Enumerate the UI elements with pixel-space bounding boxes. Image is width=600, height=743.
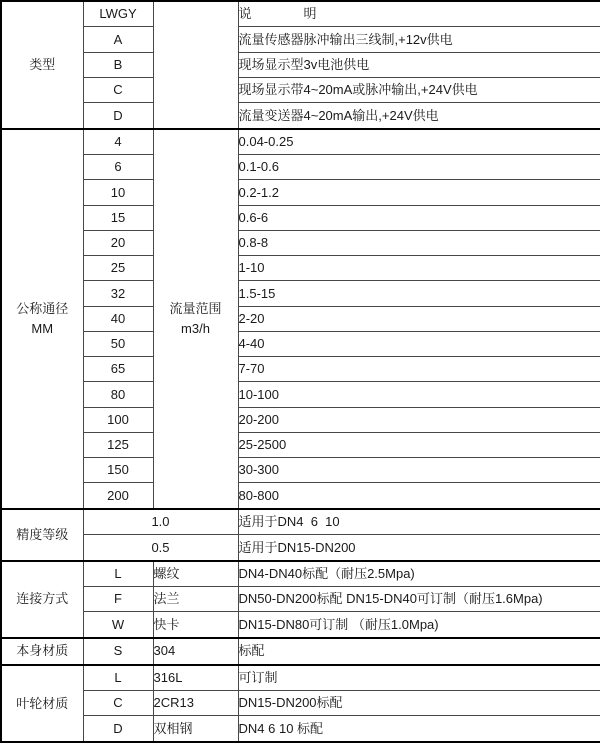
body-material-name: 304 <box>153 638 238 665</box>
table-row <box>1 256 600 281</box>
table-row <box>1 407 600 432</box>
accuracy-value: 0.5 <box>83 535 238 561</box>
flow-range-value: 1.5-15 <box>238 281 600 306</box>
type-section-spacer-cell <box>153 1 238 129</box>
section-label-diameter <box>1 129 83 509</box>
dn-value: 25 <box>83 256 153 281</box>
flow-range-value: 10-100 <box>238 382 600 407</box>
flow-range-value: 1-10 <box>238 256 600 281</box>
flow-range-label <box>153 129 238 509</box>
dn-value: 50 <box>83 331 153 356</box>
connection-name: 螺纹 <box>153 561 238 587</box>
impeller-material-code: D <box>83 716 153 742</box>
body-material-desc: 标配 <box>238 638 600 665</box>
description-header: 说 明 <box>238 1 600 27</box>
dn-value: 80 <box>83 382 153 407</box>
impeller-material-name: 双相钢 <box>153 716 238 742</box>
flow-range-value: 80-800 <box>238 483 600 509</box>
table-row <box>1 306 600 331</box>
connection-code: F <box>83 587 153 612</box>
table-row <box>1 509 600 535</box>
connection-code: L <box>83 561 153 587</box>
dn-value: 125 <box>83 432 153 457</box>
diameter-label-line1: 公称通径 <box>16 300 69 316</box>
body-material-code: S <box>83 638 153 665</box>
table-row <box>1 52 600 77</box>
dn-value: 15 <box>83 205 153 230</box>
table-row <box>1 205 600 230</box>
impeller-material-code: C <box>83 691 153 716</box>
table-row <box>1 587 600 612</box>
table-row <box>1 483 600 509</box>
table-row <box>1 180 600 205</box>
flow-range-value: 0.1-0.6 <box>238 155 600 180</box>
type-code: B <box>83 52 153 77</box>
flow-range-value: 7-70 <box>238 357 600 382</box>
flow-range-value: 30-300 <box>238 457 600 482</box>
table-row <box>1 691 600 716</box>
impeller-material-desc: 可订制 <box>238 665 600 691</box>
dn-value: 6 <box>83 155 153 180</box>
table-row <box>1 535 600 561</box>
impeller-material-desc: DN15-DN200标配 <box>238 691 600 716</box>
table-row <box>1 281 600 306</box>
table-row <box>1 612 600 638</box>
flow-range-label-line1: 流量范围 <box>169 300 222 316</box>
impeller-material-code: L <box>83 665 153 691</box>
section-label-type: 类型 <box>1 1 83 129</box>
accuracy-desc: 适用于DN4 6 10 <box>238 509 600 535</box>
table-row <box>1 230 600 255</box>
table-row <box>1 357 600 382</box>
dn-value: 100 <box>83 407 153 432</box>
flow-range-value: 4-40 <box>238 331 600 356</box>
section-label-accuracy: 精度等级 <box>1 509 83 561</box>
section-label-impeller-material: 叶轮材质 <box>1 665 83 742</box>
model-code-header: LWGY <box>83 1 153 27</box>
flow-range-value: 20-200 <box>238 407 600 432</box>
dn-value: 150 <box>83 457 153 482</box>
table-row <box>1 457 600 482</box>
table-row <box>1 331 600 356</box>
section-label-body-material: 本身材质 <box>1 638 83 665</box>
dn-value: 40 <box>83 306 153 331</box>
table-row <box>1 561 600 587</box>
table-row <box>1 77 600 102</box>
type-desc: 流量变送器4~20mA输出,+24V供电 <box>238 103 600 129</box>
table-row <box>1 129 600 155</box>
flow-range-value: 0.8-8 <box>238 230 600 255</box>
connection-desc: DN4-DN40标配（耐压2.5Mpa) <box>238 561 600 587</box>
connection-name: 法兰 <box>153 587 238 612</box>
accuracy-desc: 适用于DN15-DN200 <box>238 535 600 561</box>
table-row <box>1 638 600 665</box>
connection-code: W <box>83 612 153 638</box>
connection-desc: DN50-DN200标配 DN15-DN40可订制（耐压1.6Mpa) <box>238 587 600 612</box>
impeller-material-desc: DN4 6 10 标配 <box>238 716 600 742</box>
accuracy-value: 1.0 <box>83 509 238 535</box>
type-desc: 现场显示型3v电池供电 <box>238 52 600 77</box>
flow-range-value: 0.6-6 <box>238 205 600 230</box>
impeller-material-name: 316L <box>153 665 238 691</box>
type-code: D <box>83 103 153 129</box>
type-code: A <box>83 27 153 52</box>
impeller-material-name: 2CR13 <box>153 691 238 716</box>
flow-range-value: 0.04-0.25 <box>238 129 600 155</box>
section-label-connection: 连接方式 <box>1 561 83 638</box>
dn-value: 32 <box>83 281 153 306</box>
table-row <box>1 1 600 27</box>
connection-name: 快卡 <box>153 612 238 638</box>
table-row <box>1 382 600 407</box>
table-row <box>1 432 600 457</box>
flow-range-value: 0.2-1.2 <box>238 180 600 205</box>
table-row <box>1 665 600 691</box>
flow-range-value: 25-2500 <box>238 432 600 457</box>
table-row <box>1 103 600 129</box>
table-row <box>1 27 600 52</box>
type-desc: 现场显示带4~20mA或脉冲输出,+24V供电 <box>238 77 600 102</box>
flow-range-value: 2-20 <box>238 306 600 331</box>
type-code: C <box>83 77 153 102</box>
dn-value: 65 <box>83 357 153 382</box>
connection-desc: DN15-DN80可订制 （耐压1.0Mpa) <box>238 612 600 638</box>
diameter-label-line2: MM <box>31 320 54 336</box>
flow-range-label-line2: m3/h <box>181 320 210 336</box>
type-desc: 流量传感器脉冲输出三线制,+12v供电 <box>238 27 600 52</box>
dn-value: 4 <box>83 129 153 155</box>
table-row <box>1 155 600 180</box>
table-row <box>1 716 600 742</box>
dn-value: 20 <box>83 230 153 255</box>
dn-value: 200 <box>83 483 153 509</box>
dn-value: 10 <box>83 180 153 205</box>
